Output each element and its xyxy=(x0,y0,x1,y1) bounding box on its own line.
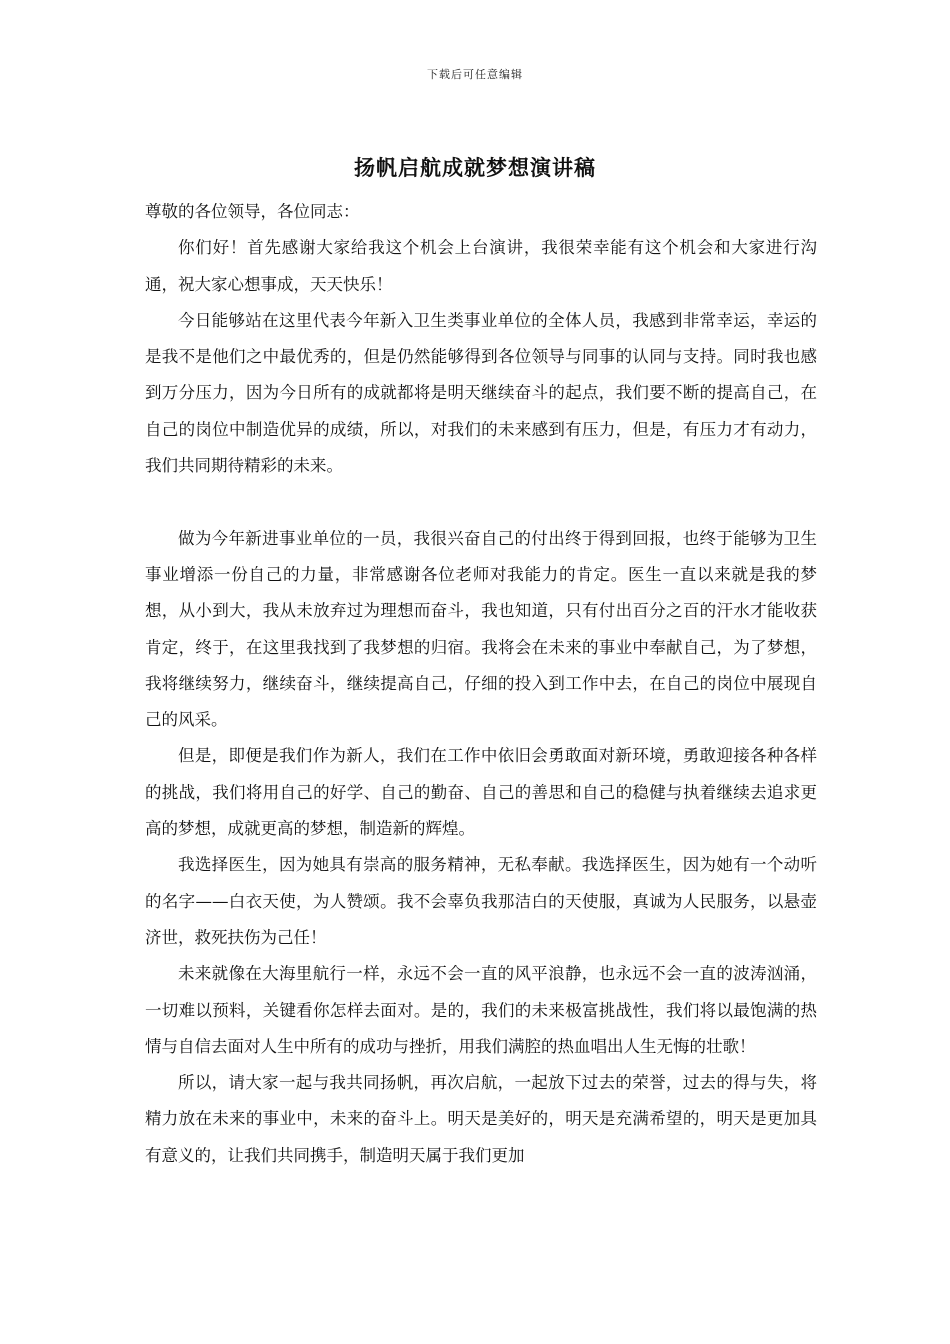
paragraph-2: 今日能够站在这里代表今年新入卫生类事业单位的全体人员，我感到非常幸运，幸运的是我不是他们之中最优秀的，但是仍然能够得到各位领导与同事的认同与支持。同时我也感到万分压力，因为今日所有的成就都将是明天继续奋斗的起点，我们要不断的提高自己，在自己的岗位中制造优异的成绩，所以，对我们的未来感到有压力，但是，有压力才有动力，我们共同期待精彩的未来。 xyxy=(145,310,817,476)
paragraph-7: 所以，请大家一起与我共同扬帆，再次启航，一起放下过去的荣誉，过去的得与失，将精力放在未来的事业中，未来的奋斗上。明天是美好的，明天是充满希望的，明天是更加具有意义的，让我们共同携手，制造明天属于我们更加 xyxy=(145,1073,817,1165)
paragraph-6: 未来就像在大海里航行一样，永远不会一直的风平浪静，也永远不会一直的波涛汹涌，一切难以预料，关键看你怎样去面对。是的，我们的未来极富挑战性，我们将以最饱满的热情与自信去面对人生中所有的成功与挫折，用我们满腔的热血唱出人生无悔的壮歌！ xyxy=(145,964,817,1056)
paragraph-5: 我选择医生，因为她具有崇高的服务精神，无私奉献。我选择医生，因为她有一个动听的名字——白衣天使，为人赞颂。我不会辜负我那洁白的天使服，真诚为人民服务，以悬壶济世，救死扶伤为己任！ xyxy=(145,855,817,947)
paragraph-gap xyxy=(145,484,817,520)
document-title: 扬帆启航成就梦想演讲稿 xyxy=(354,155,596,180)
document-body xyxy=(145,194,817,1174)
paragraph-4: 但是，即便是我们作为新人，我们在工作中依旧会勇敢面对新环境，勇敢迎接各种各样的挑战，我们将用自己的好学、自己的勤奋、自己的善思和自己的稳健与执着继续去追求更高的梦想，成就更高的梦想，制造新的辉煌。 xyxy=(145,746,817,839)
header-note: 下载后可任意编辑 xyxy=(427,68,523,81)
paragraph-1: 你们好！首先感谢大家给我这个机会上台演讲，我很荣幸能有这个机会和大家进行沟通，祝大家心想事成，天天快乐！ xyxy=(145,238,817,294)
salutation: 尊敬的各位领导，各位同志： xyxy=(145,202,360,221)
paragraph-3: 做为今年新进事业单位的一员，我很兴奋自己的付出终于得到回报，也终于能够为卫生事业增添一份自己的力量，非常感谢各位老师对我能力的肯定。医生一直以来就是我的梦想，从小到大，我从未放弃过为理想而奋斗，我也知道，只有付出百分之百的汗水才能收获肯定，终于，在这里我找到了我梦想的归宿。我将会在未来的事业中奉献自己，为了梦想，我将继续努力，继续奋斗，继续提高自己，仔细的投入到工作中去，在自己的岗位中展现自己的风采。 xyxy=(145,528,817,730)
